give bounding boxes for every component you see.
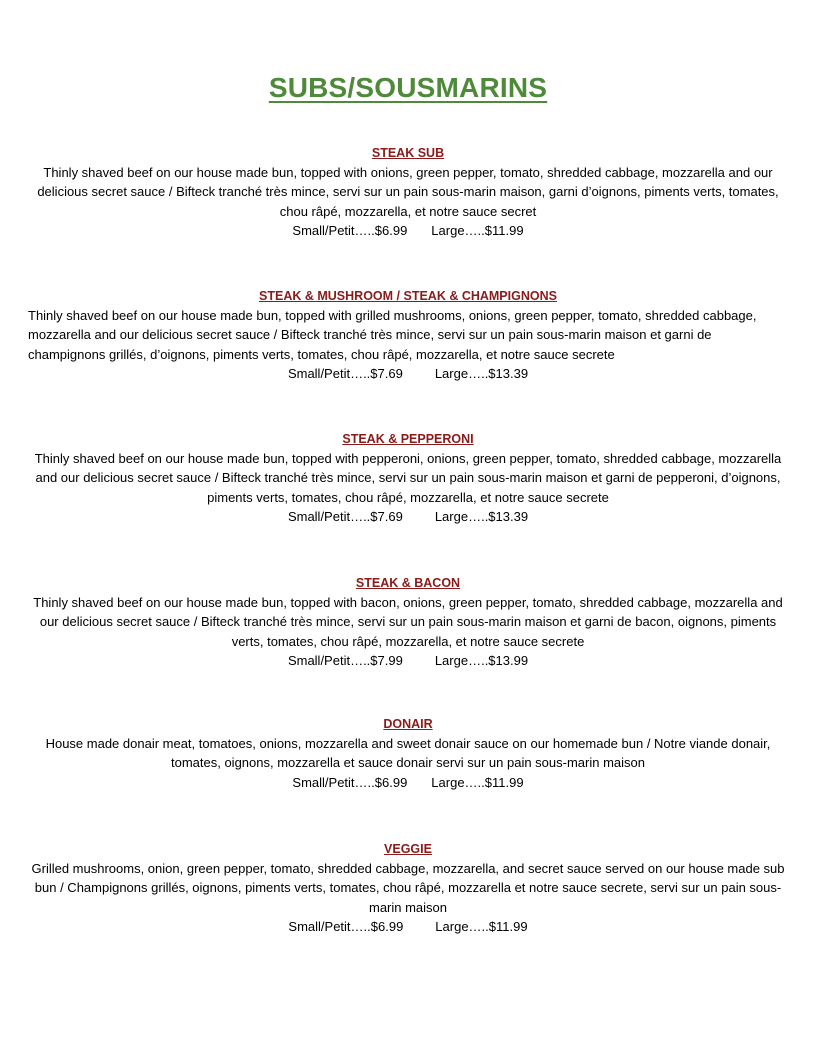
price-large: Large…..$13.99 [434,652,529,668]
price-line [24,221,792,241]
price-small: Small/Petit…..$7.69 [287,508,403,524]
item-description: Thinly shaved beef on our house made bun, topped with pepperoni, onions, green pepper, tomato, shredded cabbage, mozzarella and our delicious secret sauce / Bifteck tranché très mince, servi sur un pain sous-marin maison et garni de pepperoni, d’oignons, piments verts, tomates, chou râpé, mozzarella, et notre sauce secrete [34,451,782,505]
item-description: Grilled mushrooms, onion, green pepper, tomato, shredded cabbage, mozzarella, and secret sauce served on our house made sub bun / Champignons grillés, oignons, piments verts, tomates, chou râpé, mozzarella et notre sauce secrete, servi sur un pain sous-marin maison [31,861,785,915]
menu-item-steak-pepperoni [24,429,792,527]
price-small: Small/Petit…..$6.99 [292,774,408,790]
item-name: DONAIR [383,717,433,731]
page-title: SUBS/SOUSMARINS [268,72,548,103]
item-name: STEAK & MUSHROOM / STEAK & CHAMPIGNONS [259,289,557,303]
price-small: Small/Petit…..$7.69 [287,365,403,381]
price-line [24,917,792,937]
item-description: Thinly shaved beef on our house made bun, topped with onions, green pepper, tomato, shredded cabbage, mozzarella and our delicious secret sauce / Bifteck tranché très mince, servi sur un pain sous-marin maison, garni d’oignons, piments verts, tomates, chou râpé, mozzarella, et notre sauce secret [37,165,779,219]
price-large: Large…..$13.39 [434,508,529,524]
item-name: VEGGIE [384,842,432,856]
price-small: Small/Petit…..$7.99 [287,652,403,668]
item-name: STEAK & BACON [355,576,461,590]
item-description: House made donair meat, tomatoes, onions, mozzarella and sweet donair sauce on our homemade bun / Notre viande donair, tomates, oignons, mozzarella et sauce donair servi sur un pain sous-marin maison [45,736,771,771]
price-line [28,364,788,384]
menu-item-steak-bacon [24,573,792,671]
menu-item-veggie [24,839,792,937]
menu-item-donair [24,714,792,793]
price-large: Large…..$11.99 [435,918,528,934]
item-description: Thinly shaved beef on our house made bun, topped with grilled mushrooms, onions, green pepper, tomato, shredded cabbage, mozzarella and our delicious secret sauce / Bifteck tranché très mince, servi sur un pain sous-marin maison et garni de champignons grillés, d’oignons, piments verts, tomates, chou râpé, mozzarella, et notre sauce secrete [28,308,757,362]
price-large: Large…..$11.99 [431,222,524,238]
price-line [24,507,792,527]
price-small: Small/Petit…..$6.99 [292,222,408,238]
item-description: Thinly shaved beef on our house made bun, topped with bacon, onions, green pepper, tomato, shredded cabbage, mozzarella and our delicious secret sauce / Bifteck tranché très mince, servi sur un pain sous-marin maison et garni de bacon, oignons, piments verts, tomates, chou râpé, mozzarella, et notre sauce secrete [33,595,783,649]
price-small: Small/Petit…..$6.99 [288,918,404,934]
item-name: STEAK & PEPPERONI [342,432,474,446]
price-large: Large…..$11.99 [431,774,524,790]
item-name: STEAK SUB [371,146,445,160]
price-line [24,651,792,671]
price-large: Large…..$13.39 [434,365,529,381]
price-line [24,773,792,793]
menu-item-steak-sub [24,143,792,241]
menu-item-steak-mushroom [28,286,788,384]
